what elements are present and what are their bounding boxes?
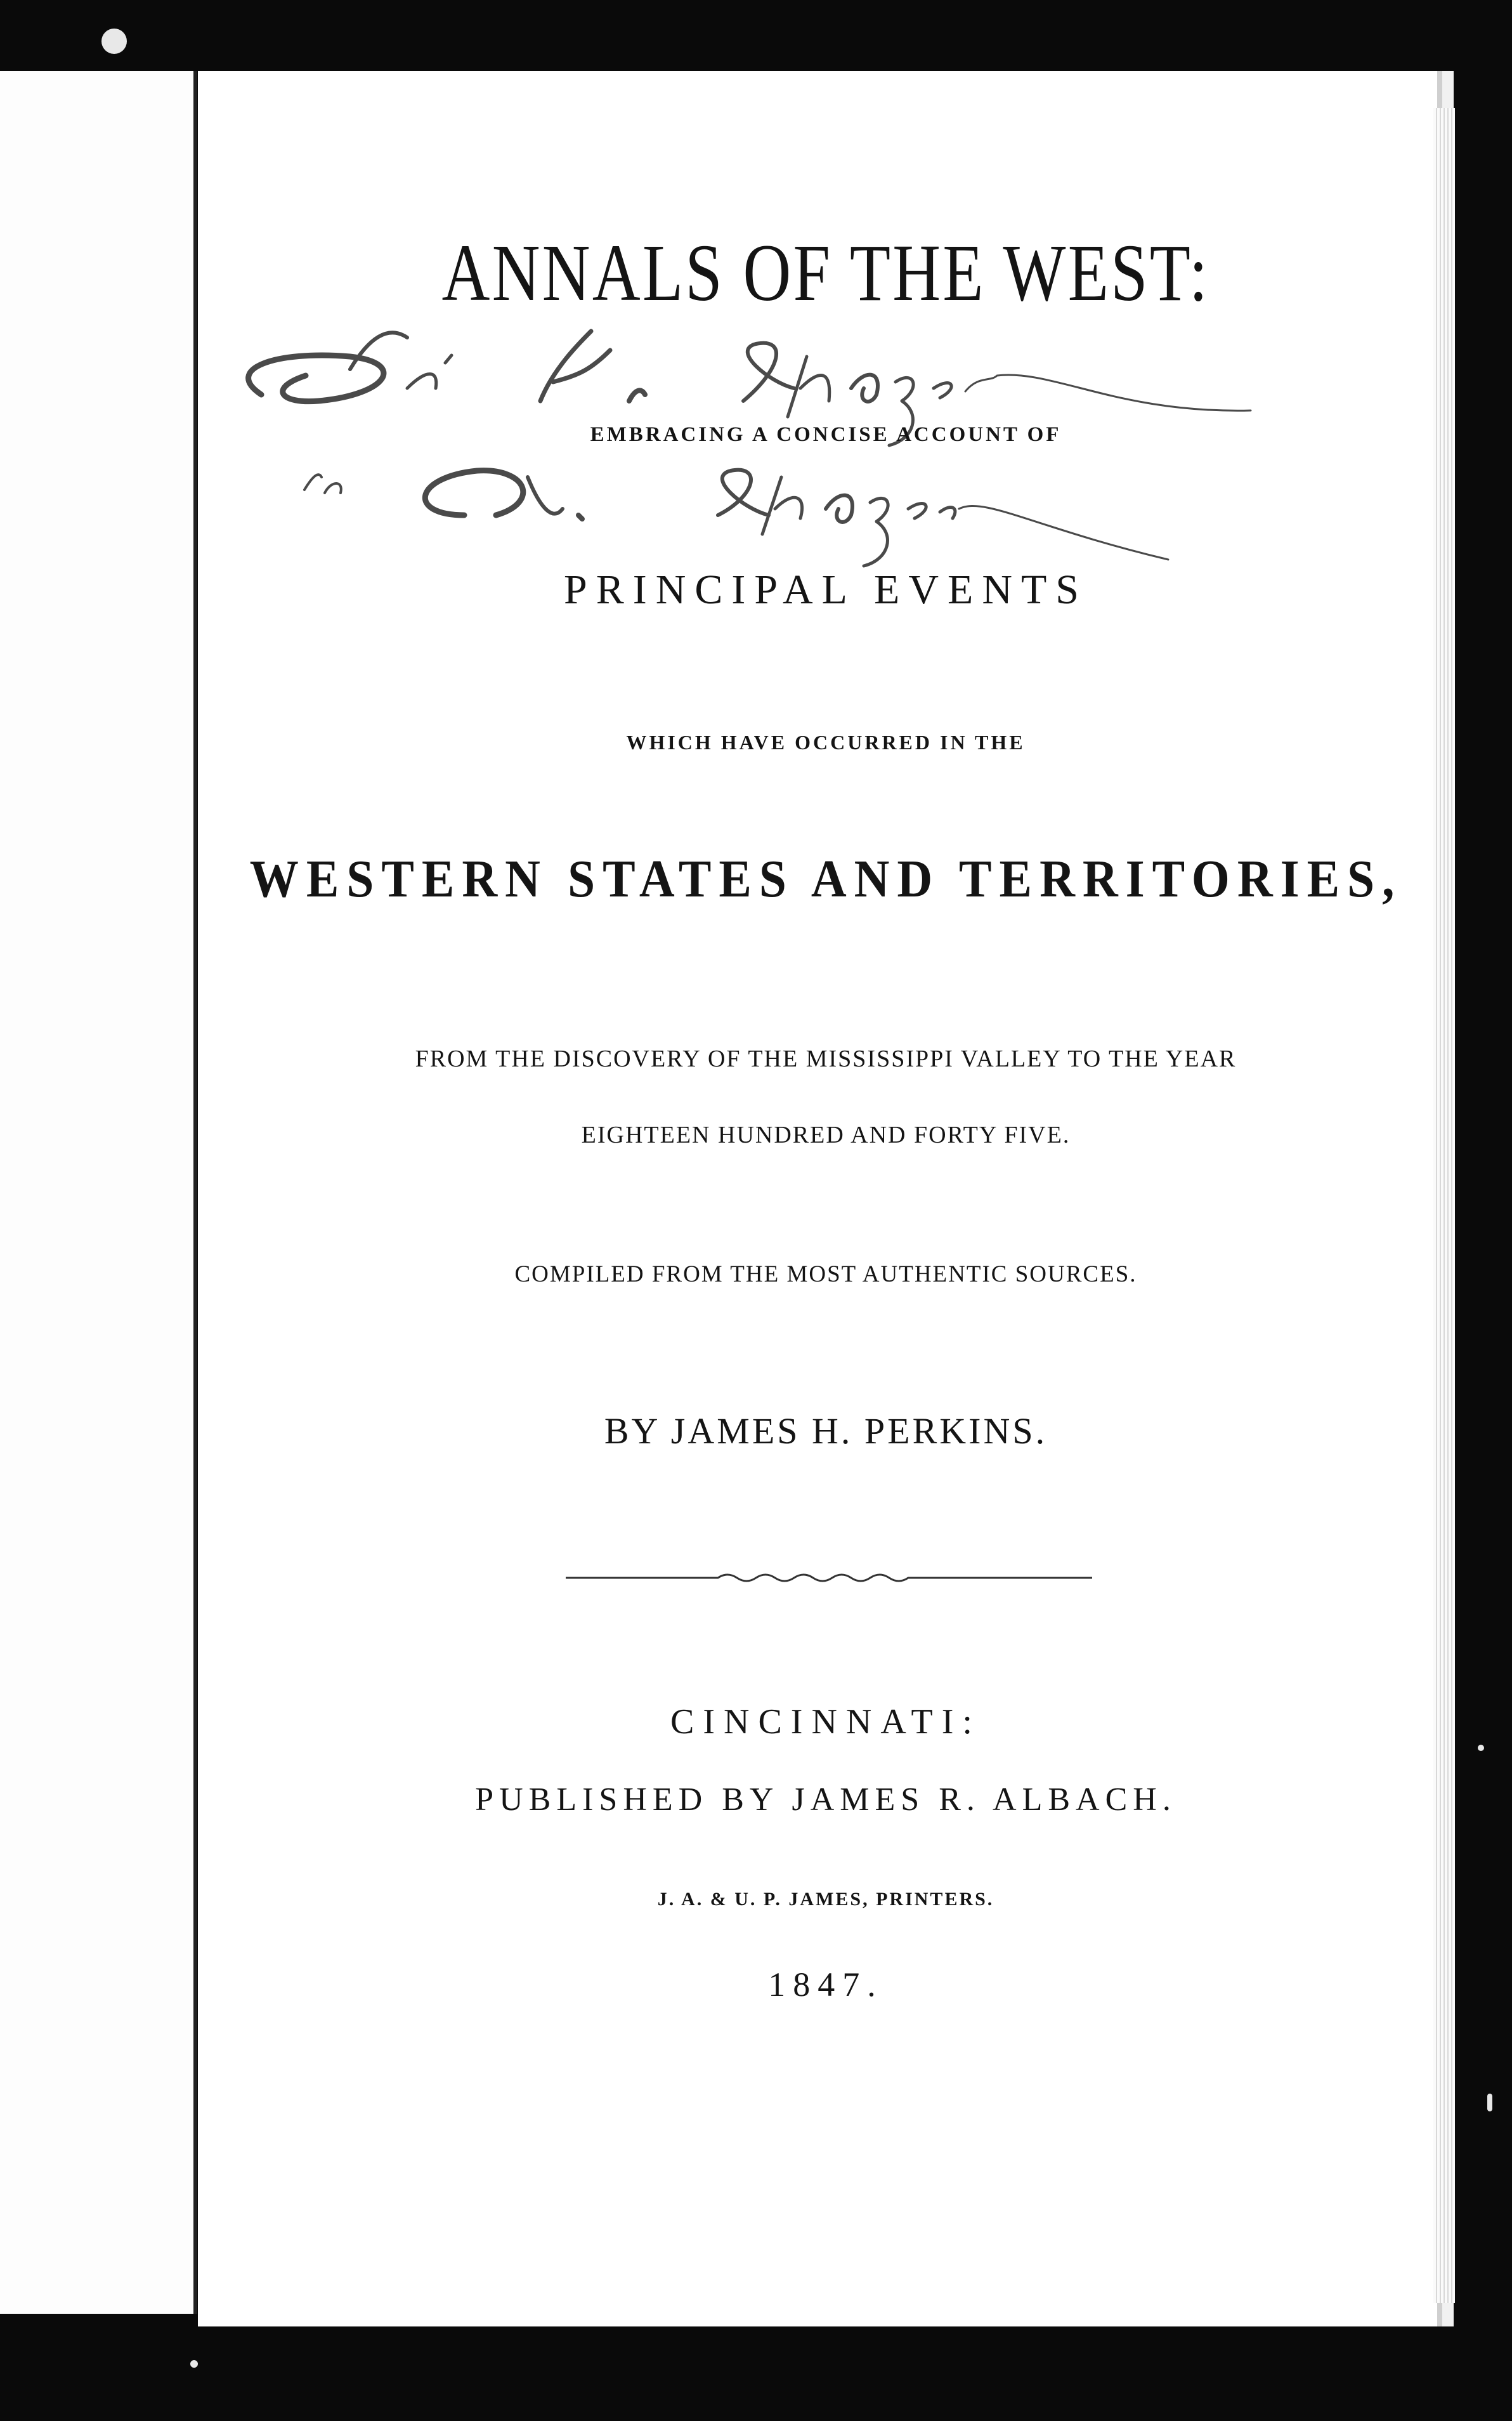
imprint-publisher: PUBLISHED BY JAMES R. ALBACH. — [475, 1781, 1176, 1818]
dust-speck — [1487, 2094, 1492, 2111]
ornamental-rule — [566, 1565, 1092, 1591]
facing-page-edge — [0, 71, 197, 2314]
author-line: BY JAMES H. PERKINS. — [604, 1410, 1048, 1452]
title-page — [198, 71, 1454, 2326]
scope-line-2: EIGHTEEN HUNDRED AND FORTY FIVE. — [581, 1122, 1071, 1148]
subtitle-intro: EMBRACING A CONCISE ACCOUNT OF — [590, 423, 1062, 446]
book-title: ANNALS OF THE WEST: — [441, 228, 1210, 318]
subtitle-connector: WHICH HAVE OCCURRED IN THE — [626, 731, 1026, 754]
imprint-city: CINCINNATI: — [670, 1702, 981, 1742]
dust-speck — [1478, 1745, 1484, 1751]
compiled-note: COMPILED FROM THE MOST AUTHENTIC SOURCES. — [514, 1261, 1137, 1287]
imprint-printers: J. A. & U. P. JAMES, PRINTERS. — [657, 1889, 994, 1910]
page-stack-edge — [1433, 108, 1455, 2303]
imprint-year: 1847. — [768, 1965, 883, 2004]
subtitle-region: WESTERN STATES AND TERRITORIES, — [249, 850, 1402, 909]
dust-speck — [190, 2360, 198, 2368]
subtitle-main: PRINCIPAL EVENTS — [563, 567, 1088, 613]
scope-line-1: FROM THE DISCOVERY OF THE MISSISSIPPI VALLEY TO THE YEAR — [415, 1046, 1237, 1072]
dust-speck — [101, 29, 127, 54]
handwritten-inscription — [198, 71, 1454, 642]
